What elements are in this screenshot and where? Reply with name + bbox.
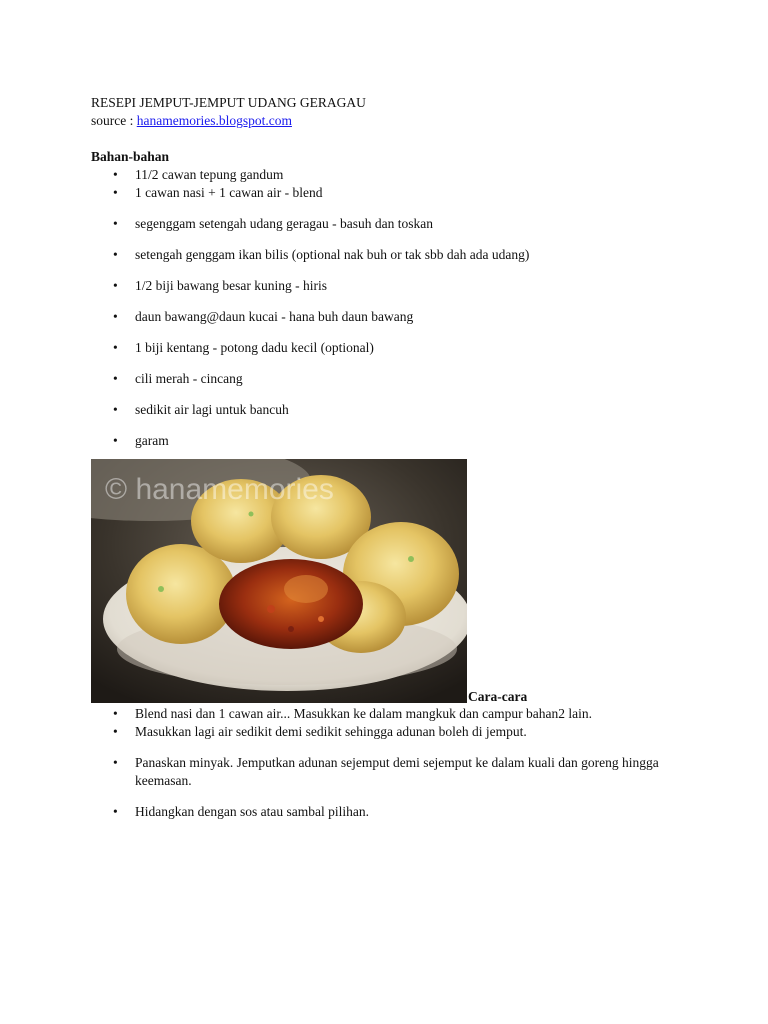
recipe-document bbox=[91, 94, 691, 821]
step-item: • Blend nasi dan 1 cawan air... Masukkan ke dalam mangkuk dan campur bahan2 lain. bbox=[91, 705, 691, 723]
ingredient-item: • 11/2 cawan tepung gandum bbox=[91, 166, 691, 184]
step-item: • Hidangkan dengan sos atau sambal pilihan. bbox=[91, 803, 691, 821]
photo-watermark: © hanamemories bbox=[105, 473, 334, 506]
ingredient-item: • segenggam setengah udang geragau - basuh dan toskan bbox=[91, 215, 691, 233]
source-link[interactable]: hanamemories.blogspot.com bbox=[136, 113, 292, 128]
ingredient-item: • setengah genggam ikan bilis (optional nak buh or tak sbb dah ada udang) bbox=[91, 246, 691, 264]
green-fleck bbox=[158, 586, 164, 592]
step-item: • Masukkan lagi air sedikit demi sedikit sehingga adunan boleh di jemput. bbox=[91, 723, 691, 741]
ingredients-list bbox=[91, 166, 691, 450]
fritter bbox=[126, 544, 236, 644]
chili-fleck bbox=[318, 616, 324, 622]
green-fleck bbox=[249, 512, 254, 517]
ingredient-item: • 1/2 biji bawang besar kuning - hiris bbox=[91, 277, 691, 295]
ingredient-item: • sedikit air lagi untuk bancuh bbox=[91, 401, 691, 419]
steps-list bbox=[91, 705, 691, 821]
chili-fleck bbox=[288, 626, 294, 632]
sambal-highlight bbox=[284, 575, 328, 603]
chili-fleck bbox=[267, 605, 275, 613]
source-label: source : bbox=[91, 113, 137, 128]
step-item: • Panaskan minyak. Jemputkan adunan sejemput demi sejemput ke dalam kuali dan goreng hingga keemasan. bbox=[91, 754, 691, 790]
source-line bbox=[91, 112, 691, 130]
photo-row bbox=[91, 459, 691, 703]
green-fleck bbox=[408, 556, 414, 562]
recipe-title: RESEPI JEMPUT-JEMPUT UDANG GERAGAU bbox=[91, 95, 366, 110]
ingredient-item: • garam bbox=[91, 432, 691, 450]
ingredient-item: • cili merah - cincang bbox=[91, 370, 691, 388]
ingredient-item: • daun bawang@daun kucai - hana buh daun bawang bbox=[91, 308, 691, 326]
ingredient-item: • 1 biji kentang - potong dadu kecil (optional) bbox=[91, 339, 691, 357]
ingredient-item: • 1 cawan nasi + 1 cawan air - blend bbox=[91, 184, 691, 202]
food-photo bbox=[91, 459, 467, 703]
sambal-sauce bbox=[219, 559, 363, 649]
steps-heading: Cara-cara bbox=[468, 689, 528, 704]
ingredients-heading: Bahan-bahan bbox=[91, 149, 170, 164]
